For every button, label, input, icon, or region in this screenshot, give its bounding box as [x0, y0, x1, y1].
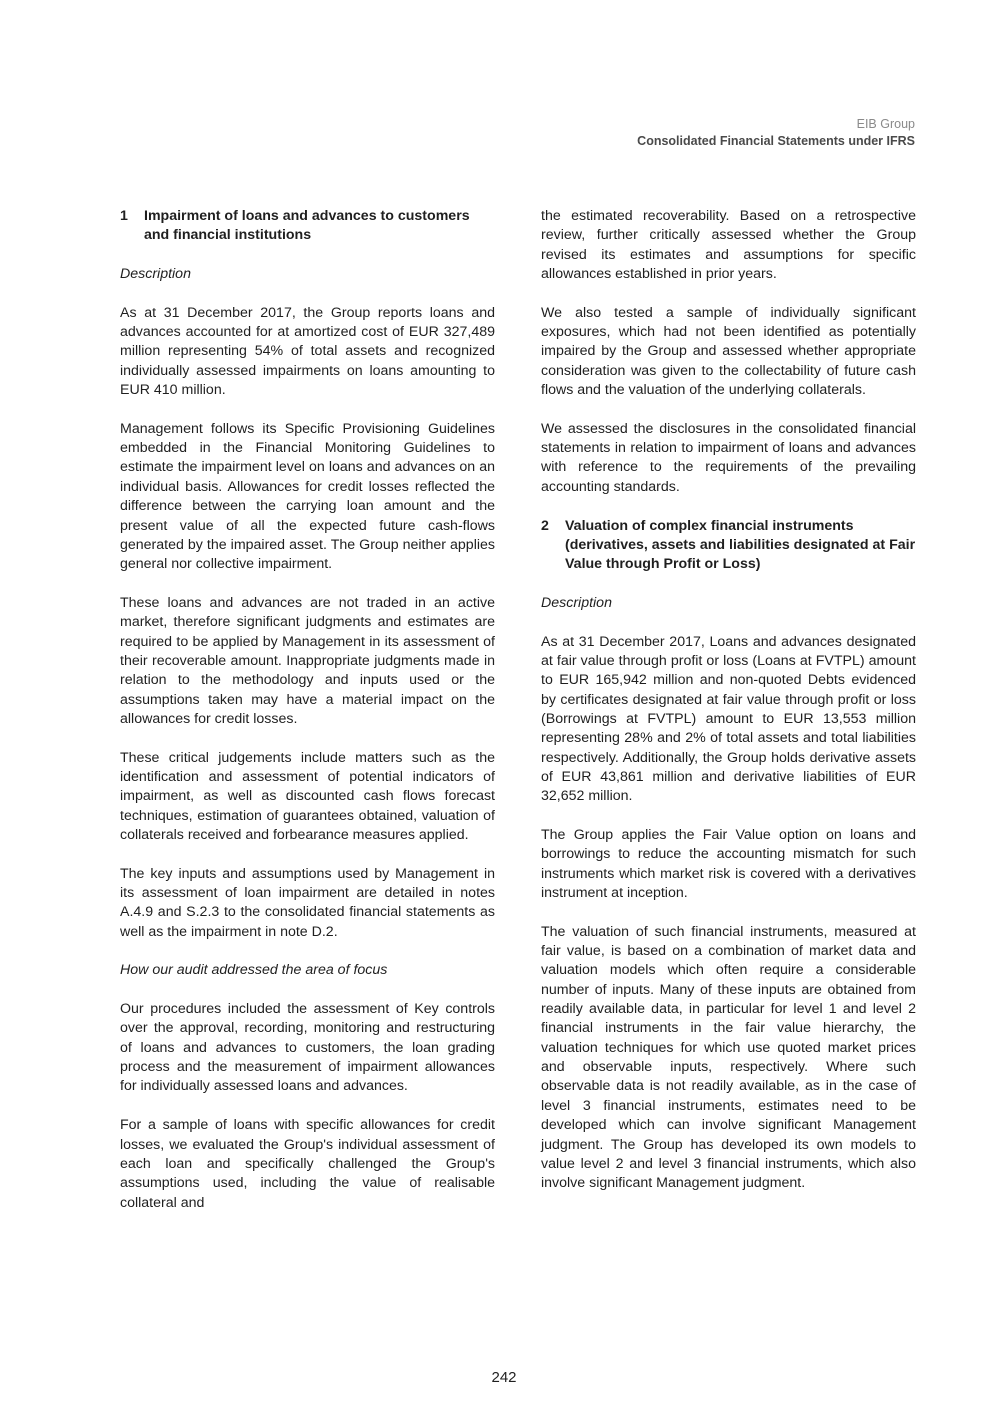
- section-1-paragraph-4: These critical judgements include matters such as the identification and assessment of potential indicators of impairment, as well as discounted cash flows forecast techniques, estimation of guarantees obtained, valuation of collaterals received and forbearance measures applied.: [120, 749, 495, 843]
- section-1-paragraph-5: The key inputs and assumptions used by Management in its assessment of loan impairment are detailed in notes A.4.9 and S.2.3 to the consolidated financial statements as well as the impairment in note D.2.: [120, 865, 495, 940]
- section-1-number: 1: [120, 208, 128, 224]
- header-document-title: Consolidated Financial Statements under IFRS: [637, 134, 915, 148]
- section-1-paragraph-2: Management follows its Specific Provisioning Guidelines embedded in the Financial Monitoring Guidelines to estimate the impairment level on loans and advances on an individual basis. Allowances for credit losses reflected the difference between the carrying loan amount and the present value of all the expected future cash-flows generated by the impaired asset. The Group neither applies general nor collective impairment.: [120, 420, 495, 573]
- section-2-paragraph-3: The valuation of such financial instruments, measured at fair value, is based on a combination of market data and valuation models which often require a considerable number of inputs. Many of these inputs are obtained from readily available data, in particular for level 1 and level 2 financial instruments in the fair value hierarchy, the valuation techniques for which use quoted market prices and observable inputs, respectively. Where such observable data is not readily available, as in the case of level 3 financial instruments, estimates need to be developed which can involve significant Management judgment. The Group has developed its own models to value level 2 and level 3 financial instruments, which also involve significant Management judgment.: [541, 923, 916, 1192]
- section-2-number: 2: [541, 517, 549, 534]
- section-1-heading: [120, 207, 495, 246]
- section-2-description-label: Description: [541, 594, 612, 611]
- left-column: [120, 207, 495, 1213]
- page-number: 242: [491, 1369, 517, 1386]
- section-1-paragraph-1: As at 31 December 2017, the Group reports loans and advances accounted for at amortized cost of EUR 327,489 million representing 54% of total assets and recognized individually assessed impairments on loans amounting to EUR 410 million.: [120, 304, 495, 399]
- page-header: [637, 116, 915, 150]
- section-2-heading: [541, 517, 916, 575]
- header-organization: EIB Group: [856, 117, 915, 131]
- section-1-paragraph-3: These loans and advances are not traded in an active market, therefore significant judgments and estimates are required to be applied by Management in its assessment of their recoverable amount. Inappropriate judgments made in relation to the methodology and inputs used or the assumptions taken may have a material impact on the allowances for credit losses.: [120, 594, 495, 727]
- section-1-title: Impairment of loans and advances to customers and financial institutions: [144, 208, 470, 244]
- section-1-paragraph-8: the estimated recoverability. Based on a retrospective review, further critically assessed whether the Group revised its estimates and assumptions for specific allowances established in prior years.: [541, 208, 916, 283]
- section-2-title: Valuation of complex financial instruments (derivatives, assets and liabilities designated at Fair Value through Profit or Loss): [565, 517, 916, 573]
- section-1-description-label: Description: [120, 266, 191, 283]
- section-1-audit-label: How our audit addressed the area of focus: [120, 962, 388, 979]
- section-1-paragraph-10: We assessed the disclosures in the consolidated financial statements in relation to impairment of loans and advances with reference to the requirements of the prevailing accounting standards.: [541, 420, 916, 495]
- section-1-paragraph-7: For a sample of loans with specific allowances for credit losses, we evaluated the Group's individual assessment of each loan and specifically challenged the Group's assumptions used, including the value of realisable collateral and: [120, 1117, 495, 1211]
- section-2-paragraph-2: The Group applies the Fair Value option on loans and borrowings to reduce the accounting mismatch for such instruments which market risk is covered with a derivatives instrument at inception.: [541, 827, 916, 902]
- section-1-paragraph-9: We also tested a sample of individually significant exposures, which had not been identified as potentially impaired by the Group and assessed whether appropriate consideration was given to the collectability of future cash flows and the valuation of the underlying collaterals.: [541, 304, 916, 399]
- section-2-paragraph-1: As at 31 December 2017, Loans and advances designated at fair value through profit or loss (Loans at FVTPL) amount to EUR 165,942 million and non-quoted Debts evidenced by certificates designated at fair value through profit or loss (Borrowings at FVTPL) amount to EUR 13,553 million representing 28% and 2% of total assets and total liabilities respectively. Additionally, the Group holds derivative assets of EUR 43,861 million and derivative liabilities of EUR 32,652 million.: [541, 633, 916, 805]
- section-1-paragraph-6: Our procedures included the assessment of Key controls over the approval, recording, monitoring and restructuring of loans and advances to customers, the loan grading process and the measurement of impairment allowances for individually assessed loans and advances.: [120, 1001, 495, 1095]
- right-column: [541, 207, 916, 1194]
